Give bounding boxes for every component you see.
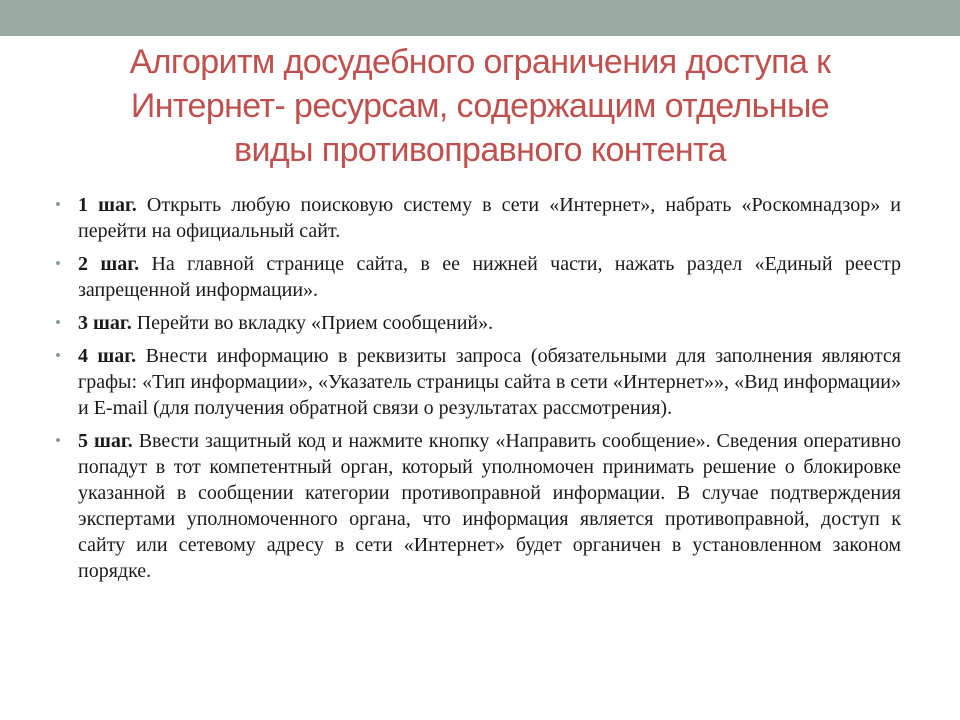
- bullet-icon: •: [55, 254, 61, 273]
- step-text: Перейти во вкладку «Прием сообщений».: [136, 312, 494, 334]
- step-text: На главной странице сайта, в ее нижней части, нажать раздел «Единый реестр запрещенной информации».: [78, 253, 902, 301]
- step-item-4: [55, 343, 901, 421]
- step-item-3: [55, 310, 901, 336]
- step-item-5: [55, 428, 901, 584]
- step-list: [55, 192, 901, 591]
- step-label: 5 шаг.: [78, 430, 133, 452]
- step-item-2: [55, 251, 901, 303]
- step-label: 1 шаг.: [78, 194, 137, 216]
- step-text: Внести информацию в реквизиты запроса (обязательными для заполнения являются графы: «Тип информации», «Указатель страницы сайта в сети «Интернет»», «Вид информации» и E-mail (для получения обратной связи о результатах рассмотрения).: [78, 345, 902, 419]
- bullet-icon: •: [55, 313, 61, 332]
- step-label: 4 шаг.: [78, 345, 137, 367]
- slide-title-line: виды противоправного контента: [234, 131, 726, 169]
- slide-title: [40, 40, 920, 172]
- step-label: 3 шаг.: [78, 312, 132, 334]
- step-text: Ввести защитный код и нажмите кнопку «Направить сообщение». Сведения оперативно попадут в тот компетентный орган, который уполномочен принимать решение о блокировке указанной в сообщении категории противоправной информации. В случае подтверждения экспертами уполномоченного органа, что информация является противоправной, доступ к сайту или сетевому адресу в сети «Интернет» будет органичен в установленном законом порядке.: [78, 430, 901, 582]
- slide-title-line: Алгоритм досудебного ограничения доступа к: [129, 43, 831, 81]
- bullet-icon: •: [55, 431, 61, 450]
- step-item-1: [55, 192, 901, 244]
- bullet-icon: •: [55, 195, 61, 214]
- bullet-icon: •: [55, 346, 61, 365]
- step-label: 2 шаг.: [78, 253, 140, 275]
- slide-title-line: Интернет- ресурсам, содержащим отдельные: [130, 87, 830, 125]
- top-band: [0, 0, 960, 36]
- step-text: Открыть любую поисковую систему в сети «Интернет», набрать «Роскомнадзор» и перейти на официальный сайт.: [78, 194, 901, 242]
